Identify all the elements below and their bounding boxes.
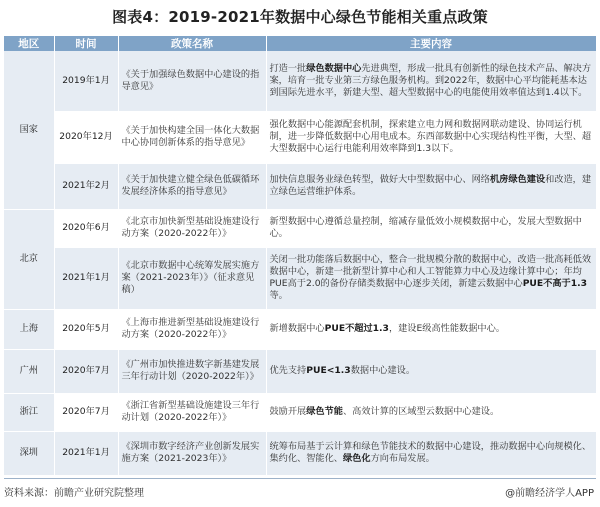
policy-cell: 《广州市加快推进数字新基建发展三年行动计划（2020-2022年）》 [118,349,266,393]
content-cell: 优先支持PUE<1.3数据中心建设。 [266,349,596,393]
header-time: 时间 [54,36,118,51]
figure-title: 图表4：2019-2021年数据中心绿色节能相关重点政策 [112,8,488,26]
time-cell: 2021年1月 [54,247,118,309]
content-cell: 加快信息服务业绿色转型，做好大中型数据中心、网络机房绿色建设和改造，建立绿色运营维护体系。 [266,163,596,209]
content-cell: 打造一批绿色数据中心先进典型，形成一批具有创新性的绿色技术产品、解决方案，培育一批专业第三方绿色服务机构。到2022年，数据中心平均能耗基本达到国际先进水平，新建大型、超大型数据中心的电能使用效率值达到1.4以下。 [266,51,596,111]
table-row [4,209,596,247]
source-note: 资料来源：前瞻产业研究院整理 [4,488,144,499]
policy-table [4,36,597,476]
region-cell: 上海 [4,309,54,349]
policy-cell: 《关于加快构建全国一体化大数据中心协同创新体系的指导意见》 [118,111,266,163]
policy-cell: 《北京市数据中心统筹发展实施方案（2021-2023年）》（征求意见稿） [118,247,266,309]
table-row [4,349,596,393]
header-region: 地区 [4,36,54,51]
time-cell: 2020年7月 [54,349,118,393]
brand-note: @前瞻经济学人APP [505,488,594,499]
policy-cell: 《深圳市数字经济产业创新发展实施方案（2021-2023年）》 [118,431,266,475]
table-row [4,431,596,475]
content-cell: 强化数据中心能源配套机制，探索建立电力网和数据网联动建设、协同运行机制，进一步降低数据中心用电成本。东西部数据中心实现结构性平衡，大型、超大型数据中心运行电能利用效率降到1.3以下。 [266,111,596,163]
time-cell: 2021年1月 [54,431,118,475]
policy-cell: 《北京市加快新型基础设施建设行动方案（2020-2022年）》 [118,209,266,247]
header-policy: 政策名称 [118,36,266,51]
time-cell: 2021年2月 [54,163,118,209]
policy-cell: 《上海市推进新型基础设施建设行动方案（2020-2022年）》 [118,309,266,349]
time-cell: 2020年7月 [54,393,118,431]
table-row [4,111,596,163]
content-cell: 新增数据中心PUE不超过1.3，建设E级高性能数据中心。 [266,309,596,349]
policy-cell: 《关于加强绿色数据中心建设的指导意见》 [118,51,266,111]
table-row [4,393,596,431]
time-cell: 2020年12月 [54,111,118,163]
region-cell: 国家 [4,51,54,209]
region-cell: 浙江 [4,393,54,431]
table-row [4,247,596,309]
footer-divider [4,478,596,479]
policy-cell: 《浙江省新型基础设施建设三年行动计划（2020-2022年）》 [118,393,266,431]
content-cell: 新型数据中心遵循总量控制，缩减存量低效小规模数据中心，发展大型数据中心。 [266,209,596,247]
time-cell: 2019年1月 [54,51,118,111]
region-cell: 深圳 [4,431,54,475]
content-cell: 统筹布局基于云计算和绿色节能技术的数据中心建设，推动数据中心向规模化、集约化、智能化、绿色化方向布局发展。 [266,431,596,475]
table-row [4,309,596,349]
header-content: 主要内容 [266,36,596,51]
time-cell: 2020年6月 [54,209,118,247]
region-cell: 广州 [4,349,54,393]
content-cell: 关闭一批功能落后数据中心，整合一批规模分散的数据中心，改造一批高耗低效数据中心，新建一批新型计算中心和人工智能算力中心及边缘计算中心；年均PUE高于2.0的备份存储类数据中心逐步关闭，新建云数据中心PUE不高于1.3等。 [266,247,596,309]
content-cell: 鼓励开展绿色节能、高效计算的区域型云数据中心建设。 [266,393,596,431]
table-row [4,51,596,111]
table-header-row [4,36,596,51]
table-row [4,163,596,209]
time-cell: 2020年5月 [54,309,118,349]
region-cell: 北京 [4,209,54,309]
policy-cell: 《关于加快建立健全绿色低碳循环发展经济体系的指导意见》 [118,163,266,209]
